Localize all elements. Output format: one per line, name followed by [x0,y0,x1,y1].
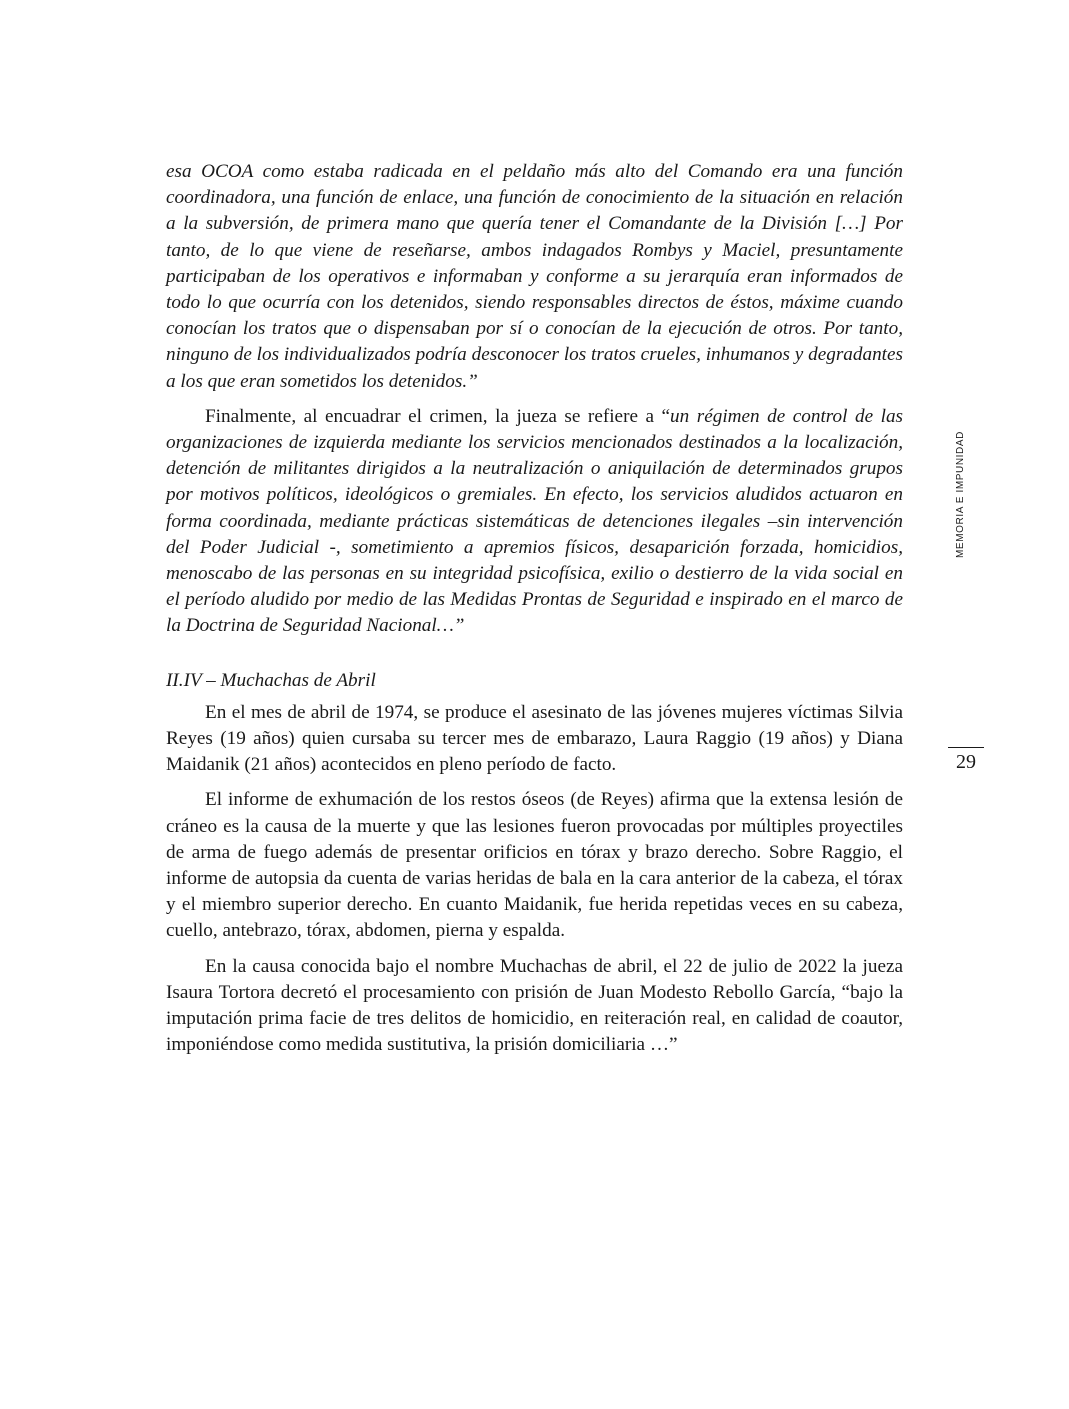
body-paragraph-abril: En el mes de abril de 1974, se produce el asesinato de las jóvenes mujeres víctimas Silvia Reyes (19 años) quien cursaba su tercer mes de embarazo, Laura Raggio (19 años) y Diana Maidanik (21 años) acontecidos en pleno período de facto. [166,701,903,776]
body-paragraph-exhumacion: El informe de exhumación de los restos óseos (de Reyes) afirma que la extensa lesión de cráneo es la causa de la muerte y que las lesiones fueron provocadas por múltiples proyectiles de arma de fuego además de presentar orificios en tórax y brazo derecho. Sobre Raggio, el informe de autopsia da cuenta de varias heridas de bala en la cara anterior de la cabeza, el tórax y el miembro superior derecho. En cuanto Maidanik, fue herida repetidas veces en su cabeza, cuello, antebrazo, tórax, abdomen, pierna y espalda. [166,789,903,942]
section-heading: II.IV – Muchachas de Abril [166,669,376,691]
body-paragraph-causa: En la causa conocida bajo el nombre Muchachas de abril, el 22 de julio de 2022 la jueza Isaura Tortora decretó el procesamiento con prisión de Juan Modesto Rebollo García, “bajo la imputación prima facie de tres delitos de homicidio, en reiteración real, en calidad de coautor, imponiéndose como medida sustitutiva, la prisión domiciliaria …” [166,955,903,1056]
running-side-title: MEMORIA E IMPUNIDAD [955,431,966,559]
finalmente-quoted: un régimen de control de las organizaciones de izquierda mediante los servicios mencionados destinados a la localización, detención de militantes dirigidos a la neutralización o aniquilación de determinados grupos por motivos políticos, ideológicos o gremiales. En efecto, los servicios aludidos actuaron en forma coordinada, mediante prácticas sistemáticas de detenciones ilegales –sin intervención del Poder Judicial -, sometimiento a apremios físicos, desaparición forzada, homicidios, menoscabo de las personas en su integridad psicofísica, exilio o destierro de la vida social en el período aludido por medio de las Medidas Prontas de Seguridad e inspirado en el marco de la Doctrina de Seguridad Nacional…” [166,405,904,637]
page-number-rule [948,747,984,748]
quote-paragraph: esa OCOA como estaba radicada en el peldaño más alto del Comando era una función coordinadora, una función de enlace, una función de conocimiento de la situación en relación a la subversión, de primera mano que quería tener el Comandante de la División […] Por tanto, de lo que viene de reseñarse, ambos indagados Rombys y Maciel, presuntamente participaban de los operativos e informaban y conforme a su jerarquía eran informados de todo lo que ocurría con los detenidos, siendo responsables directos de éstos, máxime cuando conocían los tratos que o dispensaban por sí o conocían de la ejecución de otros. Por tanto, ninguno de los individualizados podría desconocer los tratos crueles, inhumanos y degradantes a los que eran sometidos los detenidos.” [166,161,903,392]
page-body [166,159,903,1068]
finalmente-lead: Finalmente, al encuadrar el crimen, la jueza se refiere a “ [205,405,671,427]
finalmente-paragraph [166,404,903,640]
page-number: 29 [956,751,976,773]
